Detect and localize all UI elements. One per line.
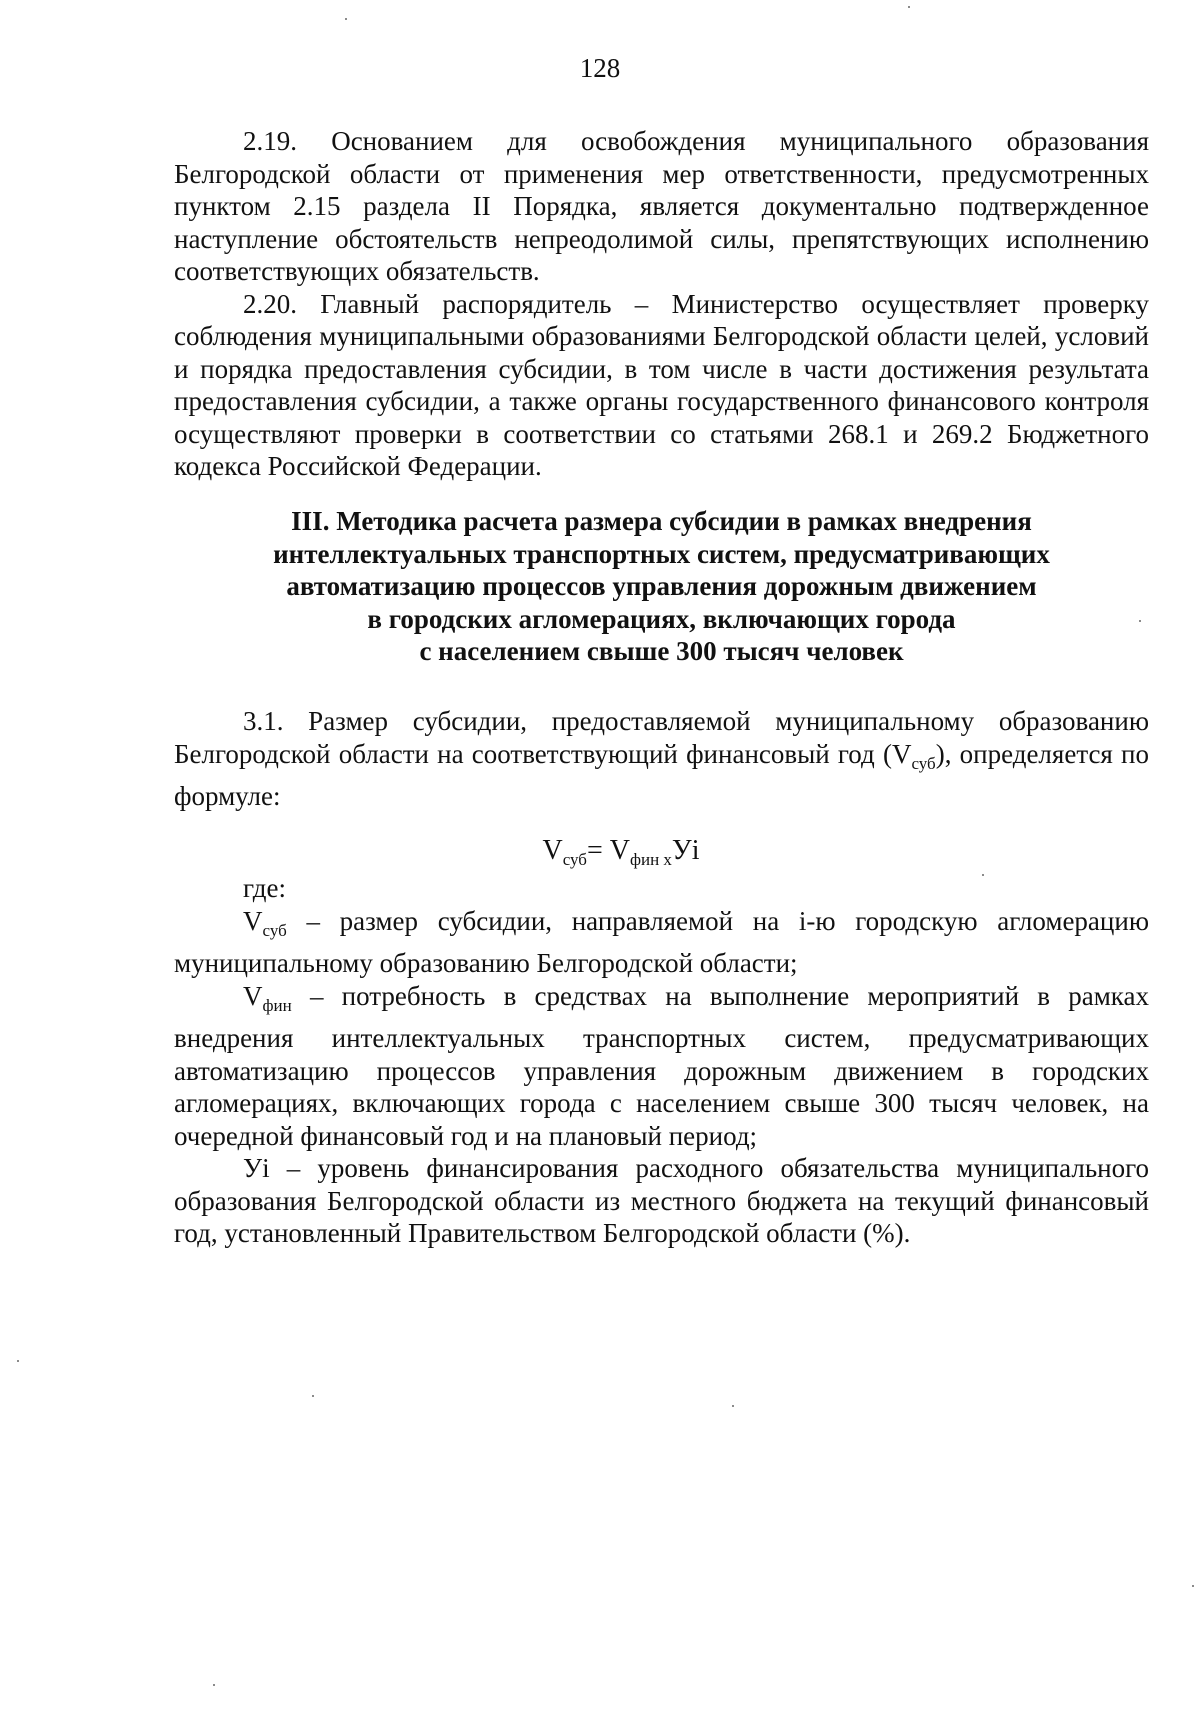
section-2-text [174, 125, 1149, 483]
scan-speck [17, 1360, 19, 1362]
scan-speck [1139, 620, 1141, 622]
scan-speck [213, 1684, 215, 1686]
formula-sub-2: фин х [629, 850, 672, 869]
formula-eq: = V [586, 835, 630, 866]
scan-speck [908, 6, 910, 8]
heading-line: с населением свыше 300 тысяч человек [419, 636, 904, 666]
paragraph-3-1 [174, 705, 1149, 813]
formula-v: V [542, 835, 563, 866]
scan-speck [1192, 1585, 1194, 1587]
definition-v-fin: $V_{фин}$ – потребность в средствах на выполнение мероприятий в рамках внедрения интеллектуальных транспортных систем, предусматривающих автоматизацию процессов управления дорожным движением в городских агломерациях, включающих города с населением свыше 300 тысяч человек, на очередной финансовый год и на плановый период; [174, 980, 1149, 1151]
definition-ui: Уi – уровень финансирования расходного обязательства муниципального образования Белгородской области из местного бюджета на текущий финансовый год, установленный Правительством Белгородской области (%). [174, 1153, 1149, 1248]
paragraph-3-1-text: 3.1. Размер субсидии, предоставляемой муниципальному образованию Белгородской области на соответствующий финансовый год (V [174, 706, 1149, 769]
heading-line: автоматизацию процессов управления дорожным движением [286, 571, 1037, 601]
formula-end: Уi [671, 835, 700, 866]
scan-speck [732, 1405, 734, 1407]
heading-line: III. Методика расчета размера субсидии в рамках внедрения [291, 506, 1032, 536]
formula [0, 834, 1200, 877]
page-number: 128 [579, 53, 621, 83]
definitions [174, 872, 1149, 1250]
formula-sub-1: суб [562, 850, 587, 869]
where-label: где: [243, 873, 286, 903]
scan-speck [345, 18, 347, 20]
heading-line: интеллектуальных транспортных систем, предусматривающих [273, 538, 1050, 569]
paragraph-3-1-end: ), определяется по формуле: [174, 738, 1149, 811]
scan-speck [982, 874, 984, 876]
definition-v-sub: $V_{суб}$ – размер субсидии, направляемой на i-ю городскую агломерацию муниципальному образованию Белгородской области; [174, 905, 1149, 978]
paragraph-2-19: 2.19. Основанием для освобождения муниципального образования Белгородской области от применения мер ответственности, предусмотренных пунктом 2.15 раздела II Порядка, является документально подтвержденное наступление обстоятельств непреодолимой силы, препятствующих исполнению соответствующих обязательств. [174, 126, 1149, 286]
paragraph-2-20: 2.20. Главный распорядитель – Министерство осуществляет проверку соблюдения муниципальными образованиями Белгородской области целей, условий и порядка предоставления субсидии, в том числе в части достижения результата предоставления субсидии, а также органы государственного финансового контроля осуществляют проверки в соответствии со статьями 268.1 и 269.2 Бюджетного кодекса Российской Федерации. [174, 288, 1149, 481]
subscript: суб [911, 753, 936, 773]
scan-speck [312, 1395, 314, 1397]
section-3-heading [174, 505, 1149, 668]
heading-line: в городских агломерациях, включающих города [367, 603, 956, 634]
